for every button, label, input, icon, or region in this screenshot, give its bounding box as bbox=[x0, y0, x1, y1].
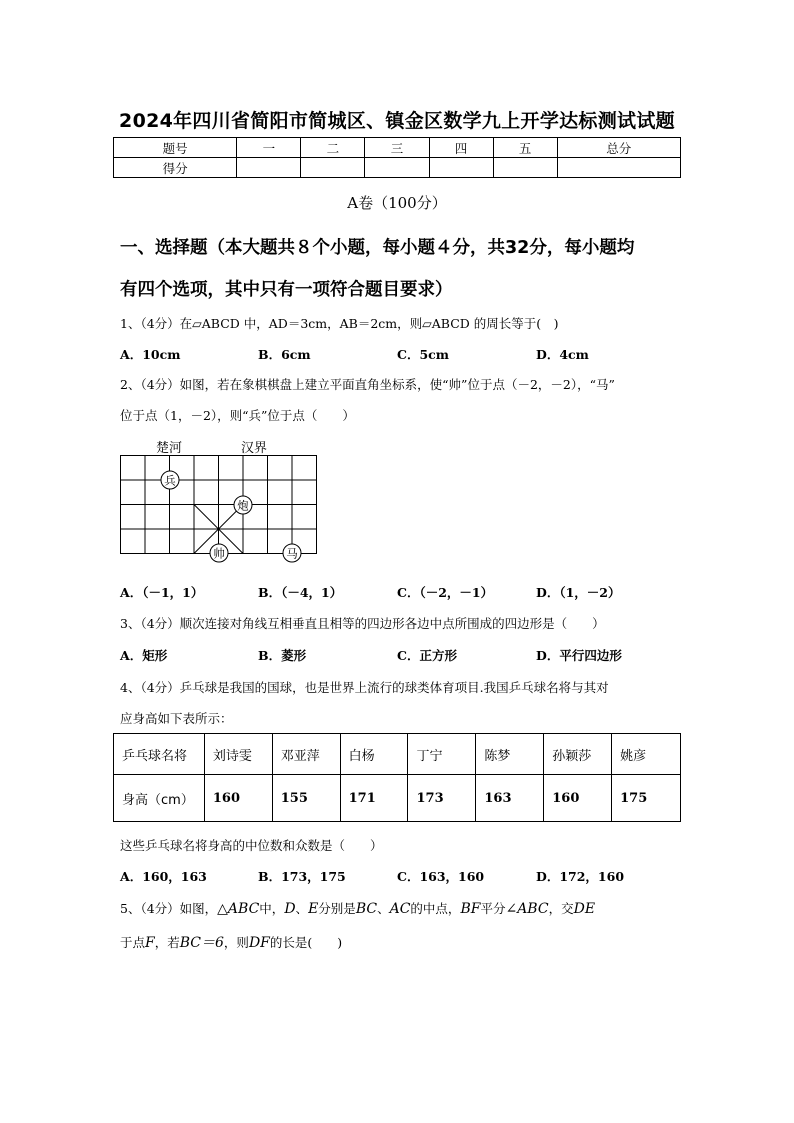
question-4-prompt: 这些乒乓球名将身高的中位数和众数是（ ） bbox=[120, 838, 383, 853]
player-name-cell: 白杨 bbox=[340, 734, 408, 775]
section-a-heading: A卷（100分） bbox=[347, 194, 447, 212]
q5-point-f: F bbox=[145, 935, 155, 951]
q5-angle-abc: ∠ABC bbox=[505, 901, 549, 917]
score-header-cell: 三 bbox=[365, 138, 429, 158]
q5-text: 、 bbox=[377, 901, 390, 916]
player-height-cell: 173 bbox=[408, 775, 476, 822]
score-cell[interactable] bbox=[365, 158, 429, 178]
score-table bbox=[113, 137, 681, 178]
score-header-cell: 一 bbox=[237, 138, 301, 158]
q5-text: 、 bbox=[295, 901, 309, 916]
heights-row-label bbox=[114, 775, 205, 822]
q5-triangle: △ABC bbox=[217, 901, 260, 917]
q3-option-b: B．菱形 bbox=[258, 648, 307, 663]
q5-prefix: 5、（4分）如图， bbox=[120, 901, 218, 916]
score-cell[interactable] bbox=[493, 158, 557, 178]
score-cell[interactable] bbox=[237, 158, 301, 178]
score-header-cell: 五 bbox=[493, 138, 557, 158]
q5-segment-ac: AC bbox=[389, 901, 411, 917]
player-name-cell: 邓亚萍 bbox=[272, 734, 340, 775]
q5-text: 中， bbox=[259, 901, 285, 916]
piece-shuai-label: 帅 bbox=[213, 546, 225, 561]
player-height-cell: 171 bbox=[340, 775, 408, 822]
q2-option-c: C．（－2，－1） bbox=[397, 585, 494, 600]
q5-text: 分别是 bbox=[318, 901, 356, 916]
q3-option-c: C．正方形 bbox=[397, 648, 457, 663]
piece-pao-label: 炮 bbox=[237, 498, 249, 513]
player-name-cell: 陈梦 bbox=[476, 734, 544, 775]
q5-text: ，则 bbox=[223, 935, 249, 950]
player-heights-row bbox=[114, 775, 681, 822]
q5-point-e: E bbox=[308, 901, 319, 917]
q5-text: ，交 bbox=[548, 901, 574, 916]
q5-text: ，若 bbox=[154, 935, 180, 950]
q4-option-b: B．173，175 bbox=[258, 869, 346, 884]
height-unit: cm bbox=[161, 792, 181, 808]
q5-bc-equals-6: BC＝6 bbox=[179, 935, 224, 951]
player-name-cell: 孙颖莎 bbox=[544, 734, 612, 775]
question-1-text: 1、（4分）在▱ABCD 中，AD＝3cm，AB＝2cm，则▱ABCD 的周长等于( ) bbox=[120, 316, 559, 331]
q5-segment-bf: BF bbox=[460, 901, 481, 917]
score-table-header-row bbox=[114, 138, 681, 158]
q1-option-d: D．4cm bbox=[536, 347, 589, 362]
piece-bing bbox=[161, 471, 179, 489]
player-height-cell: 155 bbox=[272, 775, 340, 822]
q5-text: 的中点， bbox=[410, 901, 461, 916]
piece-shuai bbox=[210, 544, 228, 562]
player-height-cell: 160 bbox=[544, 775, 612, 822]
player-height-cell: 160 bbox=[204, 775, 272, 822]
chess-board-figure bbox=[112, 448, 328, 570]
q5-point-d: D bbox=[284, 901, 296, 917]
question-5-line1 bbox=[120, 899, 595, 917]
q5-segment-bc: BC bbox=[355, 901, 378, 917]
q5-text: 于点 bbox=[120, 935, 146, 950]
river-label-right: 汉界 bbox=[241, 441, 268, 456]
q1-option-b: B．6cm bbox=[258, 347, 311, 362]
player-name-cell: 刘诗雯 bbox=[204, 734, 272, 775]
board-grid bbox=[121, 456, 317, 554]
player-height-cell: 175 bbox=[612, 775, 681, 822]
question-2-line1: 2、（4分）如图，若在象棋棋盘上建立平面直角坐标系，使“帅”位于点（－2，－2），“马” bbox=[120, 377, 615, 392]
q4-option-d: D．172，160 bbox=[536, 869, 625, 884]
q1-option-c: C．5cm bbox=[397, 347, 449, 362]
q2-option-b: B．（－4，1） bbox=[258, 585, 343, 600]
river-label-left: 楚河 bbox=[156, 441, 183, 456]
q5-segment-de: DE bbox=[573, 901, 596, 917]
question-2-line2: 位于点（1，－2），则“兵”位于点（ ） bbox=[120, 408, 355, 423]
q4-option-c: C．163，160 bbox=[397, 869, 485, 884]
score-header-cell: 四 bbox=[429, 138, 493, 158]
q3-option-d: D．平行四边形 bbox=[536, 648, 622, 663]
score-table-score-row bbox=[114, 158, 681, 178]
piece-bing-label: 兵 bbox=[164, 473, 176, 488]
score-row-label: 得分 bbox=[114, 158, 237, 178]
player-height-cell: 163 bbox=[476, 775, 544, 822]
names-row-label: 乒乓球名将 bbox=[114, 734, 205, 775]
score-cell[interactable] bbox=[429, 158, 493, 178]
q5-segment-df: DF bbox=[248, 935, 270, 951]
piece-ma-label: 马 bbox=[286, 546, 298, 561]
q2-option-a: A．（－1，1） bbox=[120, 585, 204, 600]
player-height-table bbox=[113, 733, 681, 822]
question-4-line2: 应身高如下表所示： bbox=[120, 711, 233, 726]
question-3-text: 3、（4分）顺次连接对角线互相垂直且相等的四边形各边中点所围成的四边形是（ ） bbox=[120, 616, 605, 631]
score-cell[interactable] bbox=[301, 158, 365, 178]
score-header-cell: 总分 bbox=[557, 138, 680, 158]
q2-option-d: D．（1，－2） bbox=[536, 585, 621, 600]
player-names-row bbox=[114, 734, 681, 775]
part1-heading-line1: 一、选择题（本大题共８个小题，每小题４分，共32分，每小题均 bbox=[120, 238, 635, 258]
height-label-close: ） bbox=[180, 792, 194, 808]
page-title: 2024年四川省简阳市简城区、镇金区数学九上开学达标测试试题 bbox=[119, 110, 675, 132]
q1-option-a: A．10cm bbox=[120, 347, 181, 362]
score-header-cell: 二 bbox=[301, 138, 365, 158]
part1-heading-line2: 有四个选项，其中只有一项符合题目要求） bbox=[120, 280, 453, 300]
q3-option-a: A．矩形 bbox=[120, 648, 168, 663]
q5-text: 的长是( ) bbox=[269, 935, 343, 950]
score-cell[interactable] bbox=[557, 158, 680, 178]
question-4-line1: 4、（4分）乒乓球是我国的国球，也是世界上流行的球类体育项目.我国乒乓球名将与其对 bbox=[120, 680, 609, 695]
piece-pao bbox=[234, 496, 252, 514]
player-name-cell: 姚彦 bbox=[612, 734, 681, 775]
player-name-cell: 丁宁 bbox=[408, 734, 476, 775]
q4-option-a: A．160，163 bbox=[120, 869, 207, 884]
question-5-line2 bbox=[120, 932, 342, 952]
q5-text: 平分 bbox=[480, 901, 506, 916]
height-label-text: 身高（ bbox=[122, 792, 162, 808]
score-header-cell: 题号 bbox=[114, 138, 237, 158]
piece-ma bbox=[283, 544, 301, 562]
